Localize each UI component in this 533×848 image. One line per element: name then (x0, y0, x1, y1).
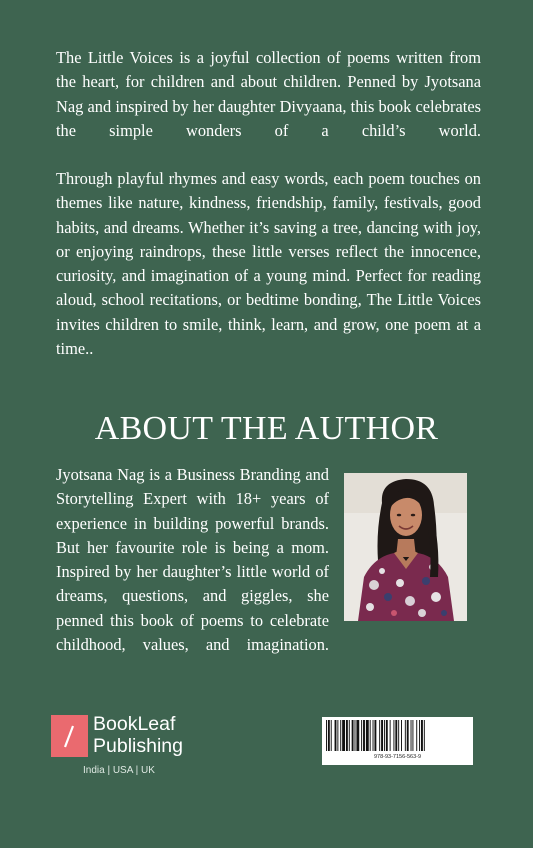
author-bio: Jyotsana Nag is a Business Branding and Storytelling Expert with 18+ years of experience in building powerful brands. But her favourite role is being a mom. Inspired by her daughter’s little world of dreams, questions, and giggles, she penned this book of poems to celebrate childhood, values, and imagination. (56, 465, 329, 655)
slash-icon (51, 715, 88, 757)
isbn-number: 978-93-7156-563-9 (373, 754, 422, 760)
publisher-regions: India | USA | UK (83, 765, 155, 776)
publisher-name-line-2: Publishing (93, 735, 183, 757)
publisher-logo (51, 715, 211, 785)
blurb-paragraph-2: Through playful rhymes and easy words, each poem touches on themes like nature, kindness, friendship, family, festivals, good habits, and dreams. Whether it’s saving a tree, dancing with joy, or enjoying raindrops, these little verses reflect the innocence, curiosity, and imagination of a young mind. Perfect for reading aloud, school recitations, or bedtime bonding, The Little Voices invites children to smile, think, learn, and grow, one poem at a time.. (56, 169, 481, 359)
publisher-name-line-1: BookLeaf (93, 713, 176, 735)
isbn-barcode (322, 717, 473, 765)
about-author-heading: ABOUT THE AUTHOR (94, 410, 439, 447)
author-photo (344, 473, 467, 621)
barcode-bars (322, 717, 473, 753)
blurb-paragraph-1: The Little Voices is a joyful collection of poems written from the heart, for children and about children. Penned by Jyotsana Nag and inspired by her daughter Divyaana, this book celebrates the simple wonders of a child’s world. (56, 48, 481, 140)
